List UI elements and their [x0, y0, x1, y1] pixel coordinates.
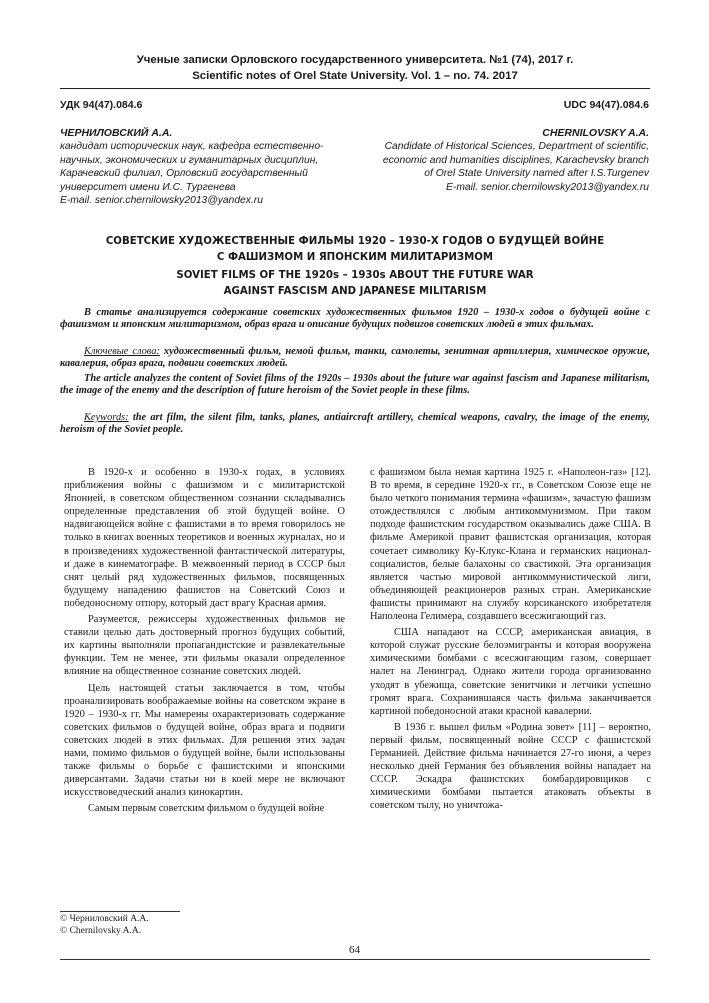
- keywords-label-en: Keywords:: [84, 412, 129, 423]
- page-number: 64: [349, 944, 360, 956]
- body-paragraph: с фашизмом была немая картина 1925 г. «Наполеон-газ» [12]. В то время, в середине 1920-х гг., в Советском Союзе еще не было четкого понимания термина «фашизм», зачастую фашизм отождествлялся с любым антикоммунизмом. При таком подходе фашистским государством оказывались даже США. В фильме Америкой правит фашистская организация, которая сочетает символику Ку-Клукс-Клана и германских национал-социалистов, белые балахоны со свастикой. Эта организация является частью мировой антикоммунистической лиги, объединяющей реакционеров разных стран. Американские фашисты принимают на службу корсиканского изобретателя Наполеона Гелимера, создавшего всесжигающий газ.: [370, 467, 651, 623]
- journal-title-en: Scientific notes of Orel State University. Vol. 1 – no. 74. 2017: [192, 70, 518, 82]
- author-affiliation-line: научных, экономических и гуманитарных дисциплин,: [60, 154, 319, 166]
- body-paragraph: США нападают на СССР, американская авиация, в которой служат русские белоэмигранты и которая вооружена химическими бомбами с всесжигающим газом, совершает налет на Ленинград. Однако жители города организованно уходят в убежища, советские зенитчики и летчики успешно громят врага. Сохранившаяся часть фильма заканчивается картиной победоносной атаки красной кавалерии.: [370, 627, 651, 717]
- keywords-ru: [60, 346, 650, 370]
- journal-title-ru: Ученые записки Орловского государственного университета. №1 (74), 2017 г.: [136, 54, 574, 66]
- body-paragraph: В 1920-х и особенно в 1930-х годах, в условиях приближения войны с фашизмом и с милитаристской Японией, в советском общественном сознании складывались определенные представления об этой будущей войне. О надвигающейся войне с фашистами в то время говорилось не только в книгах военных теоретиков и военных журналах, но и в произведениях художественной фантастической литературы, и даже в кинематографе. В межвоенный период в СССР был снят целый ряд художественных фильмов, посвященных будущему нападению фашистов на Советский Союз и победоносному отпору, который даст врагу Красная армия.: [64, 467, 345, 609]
- abstract-ru: В статье анализируется содержание советских художественных фильмов 1920 – 1930-х годов о будущей войне с фашизмом и японским милитаризмом, образ врага и описание будущих подвигов советских людей в этих фильмах.: [60, 307, 650, 331]
- udc-ru: УДК 94(47).084.6: [60, 99, 143, 111]
- body-column-left: [64, 466, 345, 818]
- header-divider: [60, 88, 650, 89]
- copyright-ru: © Черниловский А.А.: [60, 914, 149, 924]
- article-title-ru: [60, 234, 650, 266]
- keywords-text-en: the art film, the silent film, tanks, planes, antiaircraft artillery, chemical weapons, cavalry, the image of the enemy, heroism of the Soviet people.: [60, 412, 650, 436]
- article-title-ru-line: СОВЕТСКИЕ ХУДОЖЕСТВЕННЫЕ ФИЛЬМЫ 1920 – 1930-Х ГОДОВ О БУДУЩЕЙ ВОЙНЕ: [105, 236, 605, 247]
- author-affiliation-line: кандидат исторических наук, кафедра естественно-: [60, 141, 324, 153]
- article-title-en-line: SOVIET FILMS OF THE 1920s – 1930s ABOUT THE FUTURE WAR: [176, 270, 534, 281]
- article-title-en: [60, 268, 650, 300]
- author-name-ru: ЧЕРНИЛОВСКИЙ А.А.: [60, 127, 173, 139]
- author-name-en: CHERNILOVSKY A.A.: [542, 127, 649, 139]
- article-title-en-line: AGAINST FASCISM AND JAPANESE MILITARISM: [223, 286, 487, 297]
- footer-divider: [60, 959, 650, 960]
- body-paragraph: Разумеется, режиссеры художественных фильмов не ставили целью дать достоверный прогноз будущих событий, их картины выполняли пропагандистские и развлекательные функции. Тем не менее, эти фильмы оказали определенное влияние на общественное сознание советских людей.: [64, 614, 345, 678]
- author-affiliation-line: economic and humanities disciplines, Karachevsky branch: [382, 154, 649, 166]
- udc-en: UDC 94(47).084.6: [563, 99, 649, 111]
- author-block-ru: [60, 127, 345, 207]
- keywords-label-ru: Ключевые слова:: [84, 346, 160, 357]
- author-affiliation-line: Candidate of Historical Sciences, Department of scientific,: [384, 141, 649, 153]
- keywords-text-ru: художественный фильм, немой фильм, танки, самолеты, зенитная артиллерия, химическое оружие, кавалерия, образ врага, подвиги советских людей.: [60, 346, 650, 370]
- footnote-divider: [60, 911, 180, 912]
- journal-header: [60, 52, 650, 84]
- author-affiliation-line: of Orel State University named after I.S.Turgenev: [424, 168, 649, 180]
- body-paragraph: Цель настоящей статьи заключается в том, чтобы проанализировать воображаемые войны на советском экране в 1920 – 1930-х гг. Мы намерены охарактеризовать содержание советских фильмов о будущей войне, образ врага и подвиги советских людей в этих фильмах. Для решения этих задач нами, помимо фильмов о будущей войне, были использованы также фильмы о борьбе с фашистскими и японскими диверсантами. Задачи статьи ни в коей мере не включают искусствоведческий анализ кинокартин.: [64, 682, 345, 799]
- author-affiliation-line: университет имени И.С. Тургенева: [60, 181, 236, 193]
- copyright-en: © Chernilovsky A.A.: [60, 926, 142, 936]
- author-affiliation-line: Карачевский филиал, Орловский государственный: [60, 168, 308, 180]
- author-block-en: [364, 127, 649, 194]
- article-title-ru-line: С ФАШИЗМОМ И ЯПОНСКИМ МИЛИТАРИЗМОМ: [216, 252, 494, 263]
- body-paragraph: Самым первым советским фильмом о будущей войне: [88, 803, 325, 815]
- body-column-right: [370, 466, 651, 815]
- author-email-ru: E-mail. senior.chernilowsky2013@yandex.ru: [60, 195, 263, 207]
- keywords-en: [60, 412, 650, 436]
- author-email-en: E-mail. senior.chernilowsky2013@yandex.ru: [446, 181, 649, 193]
- abstract-en: The article analyzes the content of Soviet films of the 1920s – 1930s about the future war against fascism and Japanese militarism, the image of the enemy and the description of future heroism of the Soviet people in these films.: [60, 373, 650, 397]
- body-paragraph: В 1936 г. вышел фильм «Родина зовет» [11] – вероятно, первый фильм, посвященный войне СССР с фашистской Германией. Действие фильма начинается 27-го июня, а через несколько дней Германия без объявления войны нападает на СССР. Эскадра фашистских бомбардировщиков с химическими бомбами пытается атаковать объекты в советском тылу, но уничтожа-: [370, 721, 651, 812]
